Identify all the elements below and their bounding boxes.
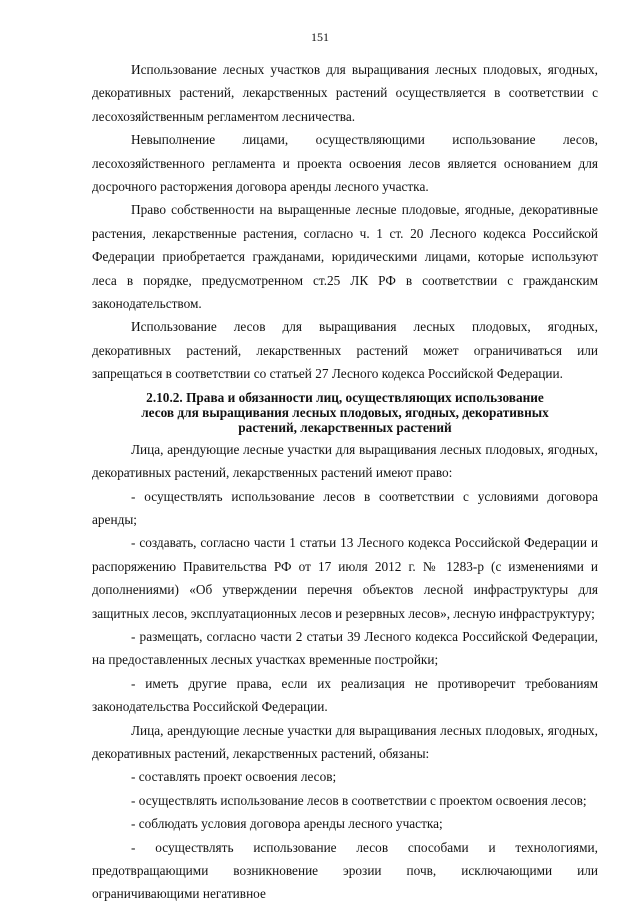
list-item: - соблюдать условия договора аренды лесного участка; xyxy=(131,816,443,832)
list-item: - размещать, согласно части 2 статьи 39 Лесного кодекса Российской Федерации, на предоставленных лесных участках временные постройки; xyxy=(92,628,598,668)
list-item: - осуществлять использование лесов в соответствии с проектом освоения лесов; xyxy=(131,792,587,808)
paragraph: Лица, арендующие лесные участки для выращивания лесных плодовых, ягодных, декоративных растений, лекарственных растений имеют право: xyxy=(92,441,598,481)
paragraph: Невыполнение лицами, осуществляющими использование лесов, лесохозяйственного регламента и проекта освоения лесов является основанием для досрочного расторжения договора аренды лесного участка. xyxy=(92,132,598,195)
document-body xyxy=(92,58,598,906)
section-heading-line: 2.10.2. Права и обязанности лиц, осуществляющих использование xyxy=(146,389,544,405)
list-item: - осуществлять использование лесов в соответствии с условиями договора аренды; xyxy=(92,488,598,527)
paragraph: Право собственности на выращенные лесные плодовые, ягодные, декоративные растения, лекарственные растения, согласно ч. 1 ст. 20 Лесного кодекса Российской Федерации приобретается гражданами, юридическими лицами, которые используют леса в порядке, предусмотренном ст.25 ЛК РФ в соответствии с гражданским законодательством. xyxy=(92,202,598,312)
section-heading-line: растений, лекарственных растений xyxy=(238,419,452,435)
list-item: - иметь другие права, если их реализация не противоречит требованиям законодательства Российской Федерации. xyxy=(92,675,598,715)
section-heading xyxy=(92,390,598,435)
list-item: - составлять проект освоения лесов; xyxy=(131,769,337,785)
paragraph: Лица, арендующие лесные участки для выращивания лесных плодовых, ягодных, декоративных растений, лекарственных растений, обязаны: xyxy=(92,722,598,761)
list-item: - осуществлять использование лесов способами и технологиями, предотвращающими возникновение эрозии почв, исключающими или ограничивающими негативное xyxy=(92,839,598,902)
paragraph: Использование лесов для выращивания лесных плодовых, ягодных, декоративных растений, лекарственных растений может ограничиваться или запрещаться в соответствии со статьей 27 Лесного кодекса Российской Федерации. xyxy=(92,319,598,382)
page-number: 151 xyxy=(311,30,329,44)
section-heading-line: лесов для выращивания лесных плодовых, ягодных, декоративных xyxy=(141,404,549,420)
list-item: - создавать, согласно части 1 статьи 13 Лесного кодекса Российской Федерации и распоряжению Правительства РФ от 17 июля 2012 г. № 1283-р (с изменениями и дополнениями) «Об утверждении перечня объектов лесной инфраструктуры для защитных лесов, эксплуатационных лесов и резервных лесов», лесную инфраструктуру; xyxy=(92,535,598,621)
paragraph: Использование лесных участков для выращивания лесных плодовых, ягодных, декоративных растений, лекарственных растений осуществляется в соответствии с лесохозяйственным регламентом лесничества. xyxy=(92,62,598,124)
